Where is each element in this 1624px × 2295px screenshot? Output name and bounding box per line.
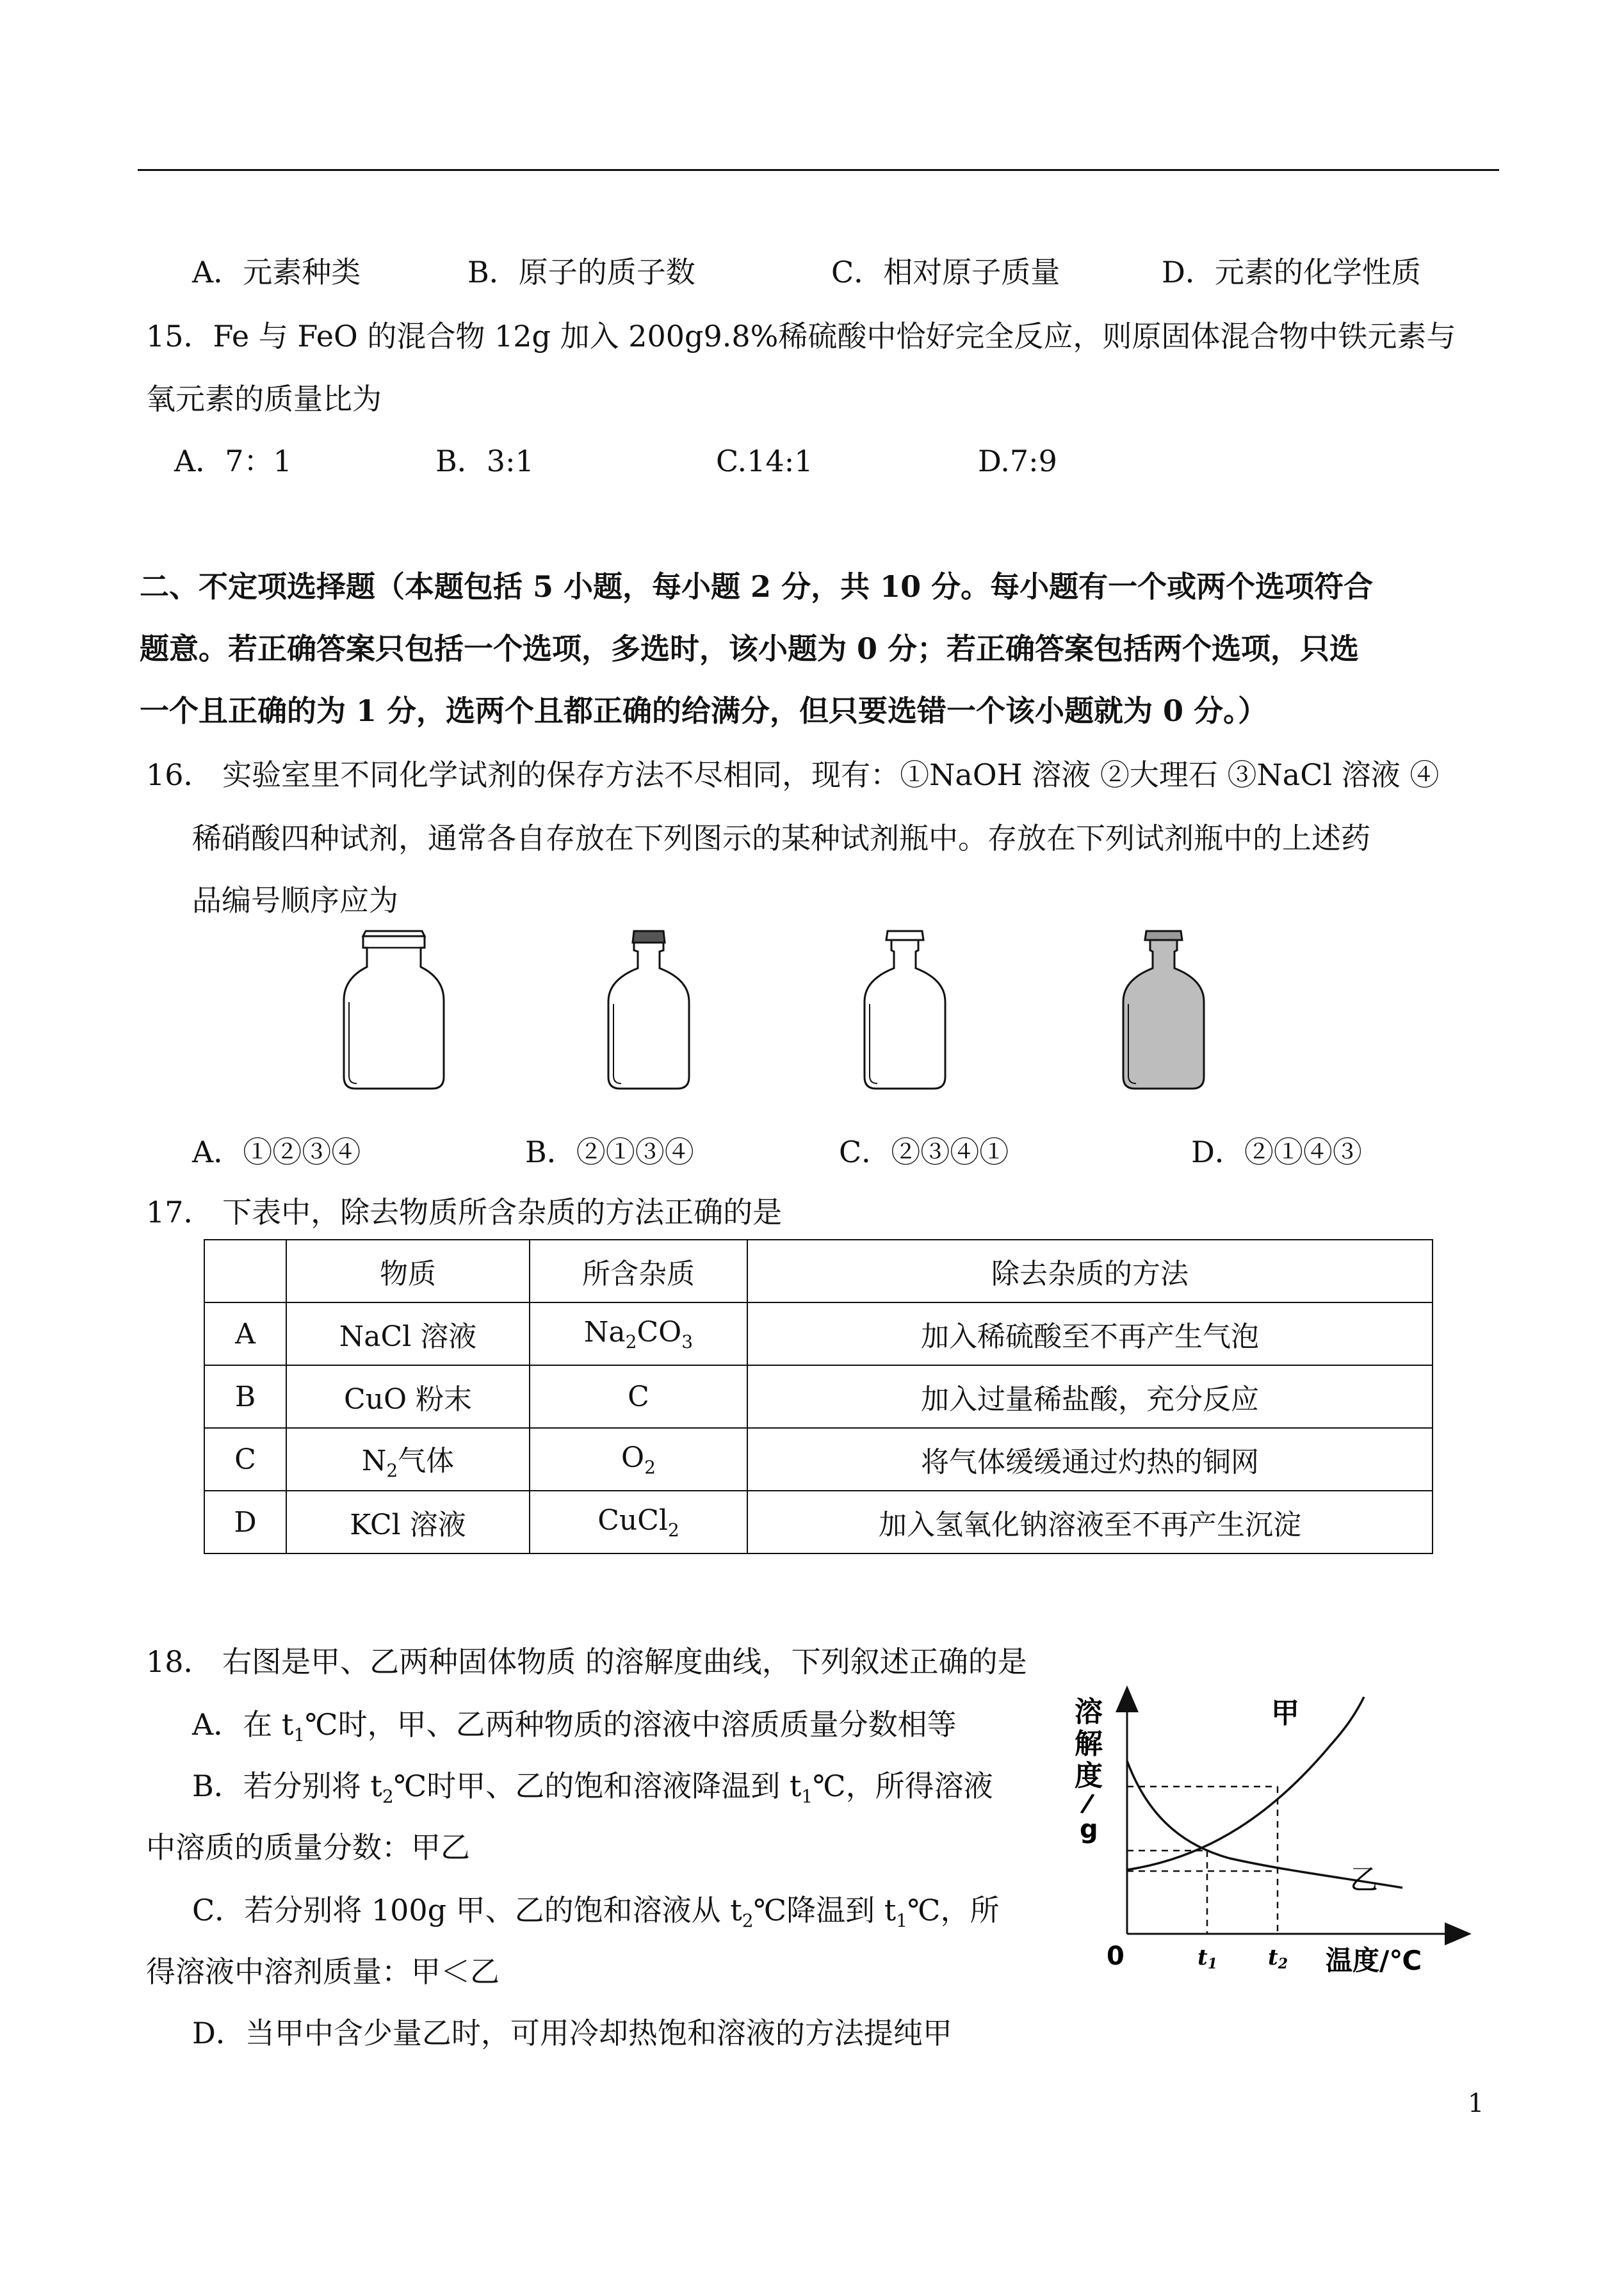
impurity-cell: $O_2$: [530, 1428, 747, 1491]
q16-stem-line1: 16． 实验室里不同化学试剂的保存方法不尽相同，现有：①NaOH 溶液 ②大理石 ③NaCl 溶液 ④: [146, 758, 1440, 792]
q15-option-c: C.14:1: [716, 444, 813, 478]
q14-option-c: C．相对原子质量: [831, 255, 1060, 289]
x-axis-label: 温度/℃: [1326, 1945, 1422, 1976]
q16-option-d: D．②①④③: [1191, 1135, 1362, 1169]
method-cell: 加入过量稀盐酸，充分反应: [747, 1365, 1433, 1428]
curve-jia: [1127, 1697, 1364, 1870]
row-id: C: [204, 1428, 286, 1491]
q14-option-b: B．原子的质子数: [467, 255, 695, 289]
method-cell: 加入稀硫酸至不再产生气泡: [747, 1302, 1433, 1365]
section2-line2: 题意。若正确答案只包括一个选项，多选时，该小题为 0 分；若正确答案包括两个选项，只选: [140, 631, 1360, 666]
q18-option-c-line2: 得溶液中溶剂质量：甲＜乙: [146, 1954, 499, 1989]
y-label-char: 度: [1075, 1760, 1103, 1792]
curve-yi-label: 乙: [1350, 1863, 1378, 1896]
impurity-cell: $Na_2CO_3$: [530, 1302, 747, 1365]
q14-option-d: D．元素的化学性质: [1162, 255, 1421, 289]
substance-cell: KCl 溶液: [286, 1491, 530, 1553]
impurity-cell: C: [530, 1365, 747, 1428]
section2-line3: 一个且正确的为 1 分，选两个且都正确的给满分，但只要选错一个该小题就为 0 分。）: [140, 693, 1268, 728]
row-id: B: [204, 1365, 286, 1428]
tick-t2: t2: [1268, 1945, 1288, 1972]
table-row: [204, 1428, 1433, 1491]
narrow-rubber-stopper-bottle-icon: [601, 929, 697, 1095]
table-header-row: [204, 1240, 1433, 1302]
row-id: D: [204, 1491, 286, 1553]
q18-stem: 18． 右图是甲、乙两种固体物质 的溶解度曲线，下列叙述正确的是: [146, 1644, 1027, 1679]
q16-option-c: C．②③④①: [839, 1135, 1009, 1169]
origin-label: 0: [1107, 1942, 1125, 1971]
table-header-cell: 除去杂质的方法: [747, 1240, 1433, 1302]
method-cell: 加入氢氧化钠溶液至不再产生沉淀: [747, 1491, 1433, 1553]
q15-option-b: B．3:1: [435, 444, 534, 478]
y-label-char: g: [1080, 1815, 1098, 1844]
q16-option-b: B．②①③④: [525, 1135, 694, 1169]
header-rule: [138, 169, 1499, 171]
table-header-cell: [204, 1240, 286, 1302]
wide-mouth-bottle-icon: [336, 929, 451, 1095]
y-label-char: /: [1079, 1788, 1096, 1819]
q16-option-a: A．①②③④: [192, 1135, 361, 1169]
impurity-cell: CuCl$_2$: [530, 1491, 747, 1553]
q16-stem-line2: 稀硝酸四种试剂，通常各自存放在下列图示的某种试剂瓶中。存放在下列试剂瓶中的上述药: [192, 821, 1370, 856]
y-label-char: 溶: [1075, 1696, 1103, 1728]
table-header-cell: 所含杂质: [530, 1240, 747, 1302]
table-header-cell: 物质: [286, 1240, 530, 1302]
table-row: [204, 1491, 1433, 1553]
row-id: A: [204, 1302, 286, 1365]
section2-line1: 二、不定项选择题（本题包括 5 小题，每小题 2 分，共 10 分。每小题有一个或两个选项符合: [140, 569, 1374, 604]
q16-stem-line3: 品编号顺序应为: [192, 883, 398, 918]
q18-option-b-line2: 中溶质的质量分数：甲乙: [146, 1830, 470, 1865]
q14-option-a: A．元素种类: [192, 255, 361, 289]
q18-option-c: C．若分别将 100g 甲、乙的饱和溶液从 $t_2℃$降温到 $t_1℃$，所: [192, 1893, 1000, 1931]
table-row: [204, 1365, 1433, 1428]
q18-option-d: D．当甲中含少量乙时，可用冷却热饱和溶液的方法提纯甲: [192, 2016, 952, 2050]
y-label-char: 解: [1075, 1728, 1103, 1760]
solubility-curve-chart: [1063, 1684, 1486, 1985]
q15-stem-line1: 15．Fe 与 FeO 的混合物 12g 加入 200g9.8%稀硫酸中恰好完全反应，则原固体混合物中铁元素与: [146, 319, 1456, 353]
substance-cell: CuO 粉末: [286, 1365, 530, 1428]
q15-option-a: A．7：1: [174, 444, 292, 478]
page-number: 1: [1468, 2089, 1484, 2118]
q18-option-a: A．在 $t_1℃$时，甲、乙两种物质的溶液中溶质质量分数相等: [192, 1707, 957, 1746]
impurity-removal-table: [204, 1239, 1433, 1554]
table-row: [204, 1302, 1433, 1365]
substance-cell: $N_2$气体: [286, 1428, 530, 1491]
q15-option-d: D.7:9: [978, 444, 1057, 478]
q17-stem: 17． 下表中，除去物质所含杂质的方法正确的是: [146, 1195, 783, 1229]
q15-stem-line2: 氧元素的质量比为: [146, 382, 382, 416]
method-cell: 将气体缓缓通过灼热的铜网: [747, 1428, 1433, 1491]
narrow-glass-stopper-bottle-icon: [857, 929, 953, 1095]
tick-t1: t1: [1198, 1945, 1218, 1972]
brown-narrow-bottle-icon: [1116, 929, 1212, 1095]
substance-cell: NaCl 溶液: [286, 1302, 530, 1365]
q18-option-b: B．若分别将 $t_2℃$时甲、乙的饱和溶液降温到 $t_1℃$，所得溶液: [192, 1769, 993, 1807]
curve-jia-label: 甲: [1271, 1697, 1299, 1730]
